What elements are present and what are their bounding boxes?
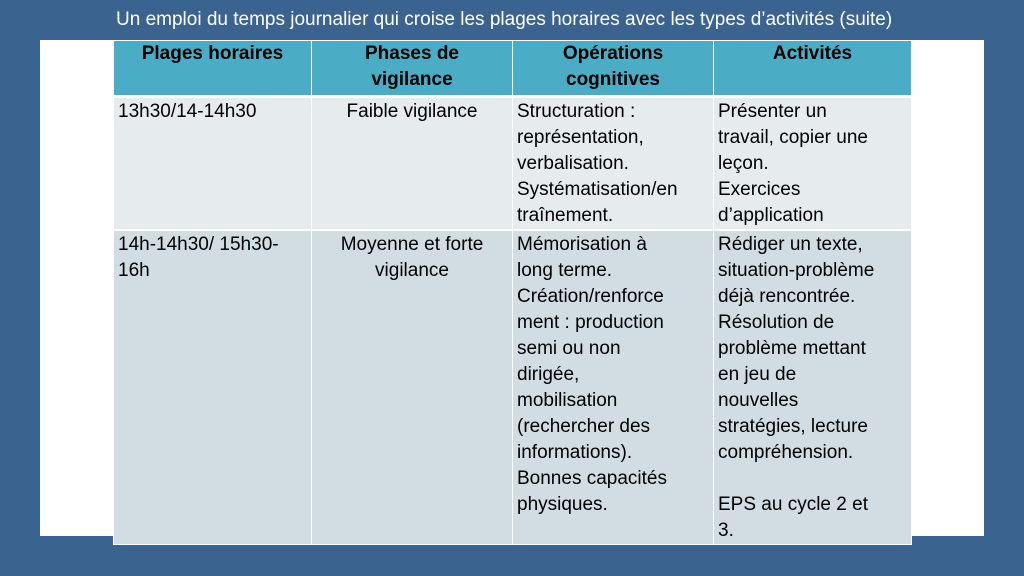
header-line: Opérations	[562, 43, 664, 64]
header-line: Activités	[772, 43, 853, 64]
cell-line: physiques.	[517, 494, 608, 515]
header-line: Plages horaires	[141, 43, 284, 64]
header-plages-horaires	[114, 41, 312, 97]
cell-activites	[714, 97, 912, 231]
slide-title: Un emploi du temps journalier qui croise les plages horaires avec les types d’activités (suite)	[116, 9, 893, 30]
cell-line: dirigée,	[517, 364, 580, 385]
cell-line: Présenter un	[718, 101, 827, 122]
schedule-table	[113, 40, 912, 545]
cell-line: Bonnes capacités	[517, 468, 667, 489]
cell-line: situation-problème	[718, 260, 875, 281]
cell-line: 14h-14h30/ 15h30-	[118, 234, 279, 255]
cell-line: problème mettant	[718, 338, 866, 359]
cell-line: déjà rencontrée.	[718, 286, 856, 307]
cell-operations-cognitives	[513, 97, 714, 231]
cell-line: nouvelles	[718, 390, 799, 411]
header-line: vigilance	[371, 69, 453, 90]
header-activites	[714, 41, 912, 97]
cell-line: Moyenne et forte	[340, 234, 484, 255]
cell-line: compréhension.	[718, 442, 854, 463]
cell-phase-vigilance	[312, 97, 513, 231]
cell-line: semi ou non	[517, 338, 621, 359]
cell-line: traînement.	[517, 205, 614, 226]
cell-line: vigilance	[375, 260, 449, 281]
header-line: cognitives	[566, 69, 660, 90]
table-row	[114, 97, 912, 231]
cell-line: verbalisation.	[517, 153, 629, 174]
cell-plage-horaire	[114, 230, 312, 545]
cell-line: 3.	[718, 520, 734, 541]
cell-line: Structuration :	[517, 101, 636, 122]
cell-phase-vigilance	[312, 230, 513, 545]
cell-gap	[718, 466, 907, 492]
cell-operations-cognitives	[513, 230, 714, 545]
cell-line: Faible vigilance	[346, 101, 478, 122]
cell-line: d’application	[718, 205, 824, 226]
cell-line: ment : production	[517, 312, 664, 333]
cell-line: 13h30/14-14h30	[118, 101, 257, 122]
header-phases-vigilance	[312, 41, 513, 97]
cell-line: travail, copier une	[718, 127, 868, 148]
cell-line: représentation,	[517, 127, 644, 148]
cell-line: Création/renforce	[517, 286, 664, 307]
cell-line: stratégies, lecture	[718, 416, 868, 437]
header-row	[114, 41, 912, 97]
header-operations-cognitives	[513, 41, 714, 97]
cell-line: Rédiger un texte,	[718, 234, 863, 255]
cell-line: informations).	[517, 442, 633, 463]
cell-plage-horaire	[114, 97, 312, 231]
cell-line: EPS au cycle 2 et	[718, 494, 868, 515]
cell-line: Exercices	[718, 179, 801, 200]
cell-line: Systématisation/en	[517, 179, 678, 200]
cell-line: Mémorisation à	[517, 234, 647, 255]
cell-line: mobilisation	[517, 390, 618, 411]
cell-line: leçon.	[718, 153, 769, 174]
cell-activites	[714, 230, 912, 545]
cell-line: (rechercher des	[517, 416, 651, 437]
cell-line: long terme.	[517, 260, 613, 281]
cell-line: en jeu de	[718, 364, 797, 385]
cell-line: Résolution de	[718, 312, 835, 333]
table-row	[114, 230, 912, 545]
header-line: Phases de	[365, 43, 459, 64]
cell-line: 16h	[118, 260, 150, 281]
